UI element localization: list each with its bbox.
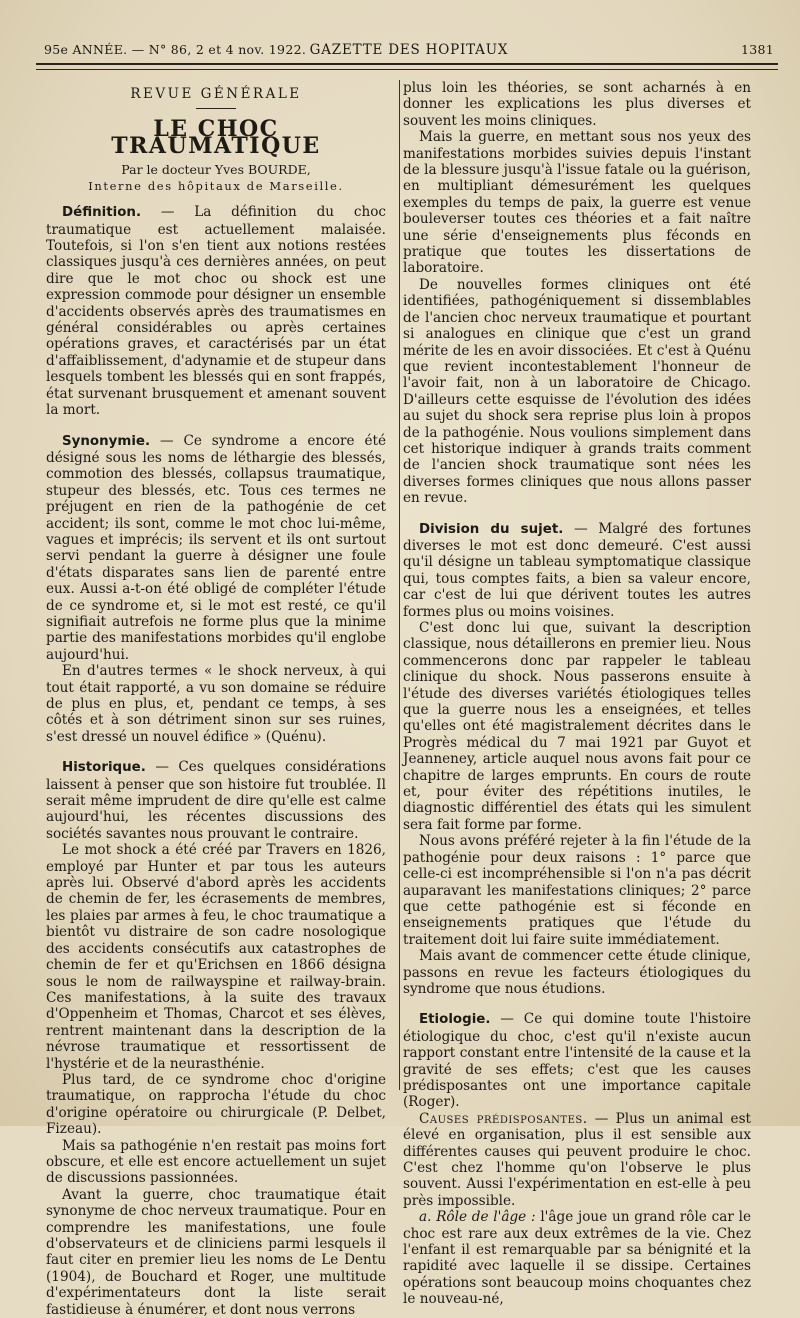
paragraph: De nouvelles formes cliniques ont été identifiées, pathogéniquement si dissemblables de l'ancien choc nerveux traumatique et pourtant si analogues en clinique que c'est un grand mérite de les en avoir dissociées. Et c'est à Quénu que revient incontestablement l'honneur de l'avoir fait, non à un laboratoire de Chicago. D'ailleurs cette esquisse de l'évolution des idées au sujet du shock sera reprise plus loin à propos de la pathogénie. Nous voulions simplement dans cet historique indiquer à grands traits comment de l'ancien shock traumatique sont nées les diverses formes cliniques que nous allons passer en revue. xyxy=(403,276,751,507)
paragraph: plus loin les théories, se sont acharnés à en donner les explications les plus diverses et souvent les moins cliniques. xyxy=(403,80,751,129)
column-divider xyxy=(399,80,400,1090)
header-rule-thin xyxy=(36,69,778,70)
paragraph: C'est donc lui que, suivant la description classique, nous détaillerons en premier lieu. Nous commencerons donc par rappeler le tableau clinique du shock. Nous passerons ensuite à l'étude des diverses variétés étiologiques telles que la guerre nous les a enseignées, et telles qu'elles ont été magistralement décrites dans le Progrès médical du 7 mai 1921 par Guyot et Jeanneney, article auquel nous avons fait pour ce chapitre de larges emprunts. En cours de route et, pour éviter des répétitions inutiles, le diagnostic différentiel des états qui les simulent sera fait forme par forme. xyxy=(403,620,751,833)
paragraph: Mais avant de commencer cette étude clinique, passons en revue les facteurs étiologiques du syndrome que nous étudions. xyxy=(403,948,751,997)
rubric-rule xyxy=(196,108,236,109)
left-column xyxy=(46,84,386,1318)
heading-causes: Causes prédisposantes. xyxy=(419,1110,588,1127)
paragraph: Plus tard, de ce syndrome choc d'origine traumatique, on rapprocha l'étude du choc d'origine opératoire ou chirurgicale (P. Delbet, Fizeau). xyxy=(46,1071,386,1138)
heading-division: Division du sujet. xyxy=(419,521,564,537)
heading-synonymie: Synonymie. xyxy=(62,433,151,449)
paragraph-synonymie: Synonymie. — Ce syndrome a encore été désigné sous les noms de léthargie des blessés, commotion des blessés, collapsus traumatique, stupeur des blessés, etc. Tous ces termes ne préjugent en rien de la pathogénie de cet accident; ils sont, comme le mot choc lui-même, vagues et imprécis; ils servent et ils ont surtout servi pendant la guerre à désigner une foule d'états disparates sans lien de parenté entre eux. Aussi a-t-on été obligé de compléter l'étude de ce syndrome et, si le mot est resté, ce qu'il signifiait autrefois ne forme plus que la minime partie des manifestations morbides qu'il englobe aujourd'hui. xyxy=(46,432,386,663)
heading-etiologie: Etiologie. xyxy=(419,1012,491,1028)
paragraph-division: Division du sujet. — Malgré des fortunes diverses le mot est donc demeuré. C'est aussi qu'il désigne un tableau symptomatique classique qui, tous comptes faits, a bien sa valeur encore, car c'est de lui que dérivent toutes les autres formes plus ou moins voisines. xyxy=(403,520,751,620)
issue-info: 95e ANNÉE. — N° 86, 2 et 4 nov. 1922. xyxy=(44,42,307,57)
paragraph: Avant la guerre, choc traumatique était synonyme de choc nerveux traumatique. Pour en comprendre les manifestations, une foule d'observateurs et de cliniciens parmi lesquels il faut citer en premier lieu les noms de Le Dentu (1904), de Bouchard et Roger, une multitude d'expérimentateurs dont la liste serait fastidieuse à énumérer, et dont nous verrons xyxy=(46,1186,386,1318)
paragraph: Nous avons préféré rejeter à la fin l'étude de la pathogénie pour deux raisons : 1° parce que celle-ci est incompréhensible si l'on n'a pas décrit auparavant les manifestations cliniques; 2° parce que cette pathogénie est si féconde en enseignements pratiques que l'étude du traitement doit lui faire suite immédiatement. xyxy=(403,833,751,948)
paragraph: En d'autres termes « le shock nerveux, à qui tout était rapporté, a vu son domaine se réduire de plus en plus, et, pendant ce temps, à ses côtés et à son détriment sinon sur ses ruines, s'est dressé un nouvel édifice » (Quénu). xyxy=(46,663,386,745)
article-title: LE CHOC TRAUMATIQUE xyxy=(111,116,321,159)
paragraph-age: a. Rôle de l'âge : l'âge joue un grand rôle car le choc est rare aux deux extrêmes de la vie. Chez l'enfant il est remarquable par sa bénignité et la rapidité avec laquelle il se dissipe. Certaines opérations sont beaucoup moins choquantes chez le nouveau-né, xyxy=(403,1209,751,1308)
journal-title: GAZETTE DES HOPITAUX xyxy=(309,42,509,58)
header-rule-thick xyxy=(36,63,778,65)
paragraph: Mais sa pathogénie n'en restait pas moins fort obscure, et elle est encore actuellement un sujet de discussions passionnées. xyxy=(46,1137,386,1187)
page-number: 1381 xyxy=(740,42,774,57)
running-header xyxy=(44,42,774,64)
article-author: Par le docteur Yves BOURDE, xyxy=(121,162,311,178)
heading-definition: Définition. xyxy=(62,205,142,221)
right-column xyxy=(403,80,751,1308)
paragraph: Le mot shock a été créé par Travers en 1826, employé par Hunter et par tous les auteurs après lui. Observé d'abord après les accidents de chemin de fer, les écrasements de membres, les plaies par armes à feu, le choc traumatique a bientôt vu distraire de son cadre nosologique des accidents consécutifs aux catastrophes de chemin de fer et qu'Erichsen en 1866 désigna sous le nom de railwayspine et railway-brain. Ces manifestations, à la suite des travaux d'Oppenheim et Thomas, Charcot et ses élèves, rentrent maintenant dans la description de la névrose traumatique et ressortissent de l'hystérie et de la neurasthénie. xyxy=(46,842,386,1072)
author-affiliation: Interne des hôpitaux de Marseille. xyxy=(88,179,344,194)
paragraph: Mais la guerre, en mettant sous nos yeux des manifestations morbides suivies depuis l'instant de la blessure jusqu'à l'issue fatale ou la guérison, en multipliant démesurément les quelques exemples du temps de paix, la guerre est venue bouleverser toutes ces théories et a fait naître une série d'enseignements plus féconds en pratique que toutes les dissertations de laboratoire. xyxy=(403,129,751,277)
heading-age: a. Rôle de l'âge : xyxy=(419,1209,536,1226)
paragraph-etiologie: Etiologie. — Ce qui domine toute l'histoire étiologique du choc, c'est qu'il n'existe aucun rapport constant entre l'intensité de la cause et la gravité de ses effets; c'est que les causes prédisposantes ont une importance capitale (Roger). xyxy=(403,1011,751,1111)
paragraph-causes: Causes prédisposantes. — Plus un animal est élevé en organisation, plus il est sensible aux différentes causes qui peuvent produire le choc. C'est chez l'homme qu'on l'observe le plus souvent. Aussi l'expérimentation en est-elle à peu près impossible. xyxy=(403,1110,752,1209)
heading-historique: Historique. xyxy=(62,760,146,776)
section-rubric: REVUE GÉNÉRALE xyxy=(130,86,302,102)
paragraph-historique: Historique. — Ces quelques considérations laissent à penser que son histoire fut troublée. Il serait même imprudent de dire qu'elle est calme aujourd'hui, les récentes discussions des sociétés savantes nous prouvant le contraire. xyxy=(46,759,386,842)
paragraph-definition: Définition. — La définition du choc traumatique est actuellement malaisée. Toutefois, si l'on s'en tient aux notions restées classiques jusqu'à ces dernières années, on peut dire que le mot choc ou shock est une expression commode pour désigner un ensemble d'accidents observés après des traumatismes en général considérables ou après certaines opérations graves, et caractérisés par un état d'affaiblissement, d'adynamie et de stupeur dans lesquels tombent les blessés qui en sont frappés, état survenant brusquement et amenant souvent la mort. xyxy=(46,204,386,419)
